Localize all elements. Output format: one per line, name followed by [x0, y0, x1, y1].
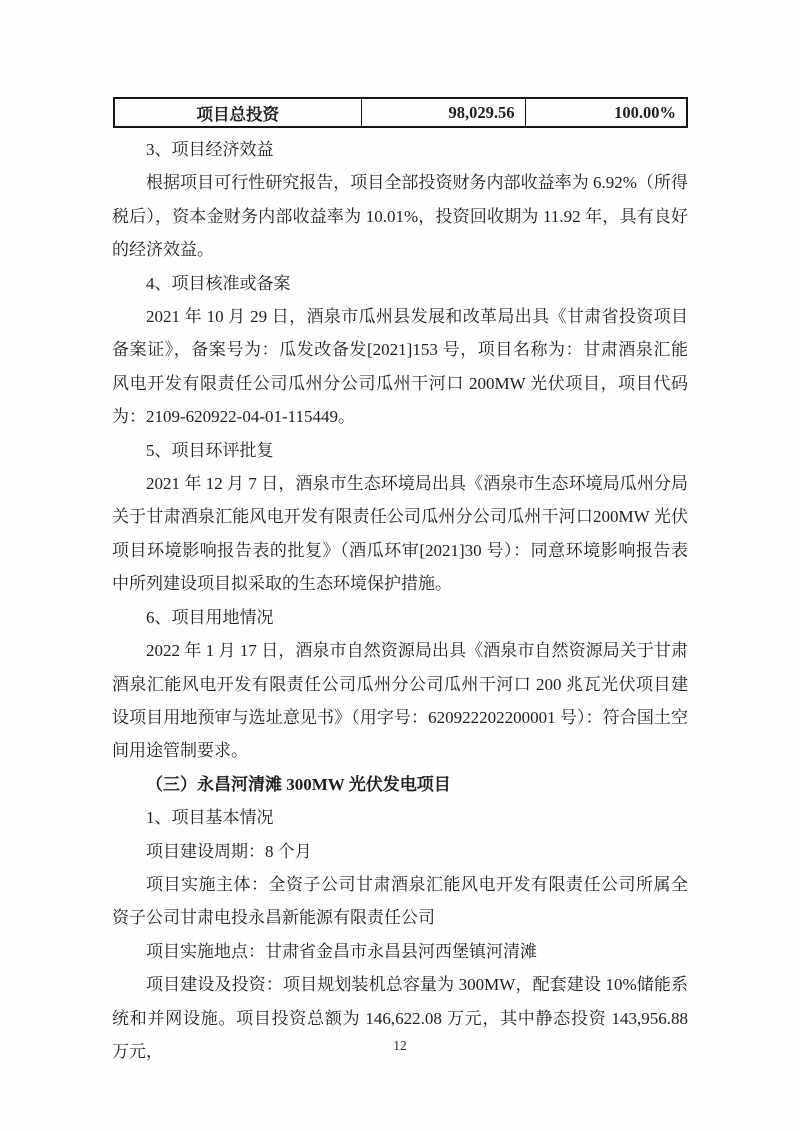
- para-project-land-use: 2022 年 1 月 17 日，酒泉市自然资源局出具《酒泉市自然资源局关于甘肃酒泉汇能风电开发有限责任公司瓜州分公司瓜州干河口 200 兆瓦光伏项目建设项目用地预审与选址意见书》（用字号：620922202200001 号）：符合国土空间用途管制要求。: [112, 641, 688, 761]
- investment-summary-table: [113, 97, 688, 128]
- heading-project-approval: 4、项目核准或备案: [146, 273, 291, 293]
- heading-section-yongchang-project: （三）永昌河清滩 300MW 光伏发电项目: [146, 774, 451, 794]
- para-project-economics: 根据项目可行性研究报告，项目全部投资财务内部收益率为 6.92%（所得税后），资本金财务内部收益率为 10.01%，投资回收期为 11.92 年，具有良好的经济效益。: [112, 173, 688, 260]
- para-project-eia: 2021 年 12 月 7 日，酒泉市生态环境局出具《酒泉市生态环境局瓜州分局关于甘肃酒泉汇能风电开发有限责任公司瓜州分公司瓜州干河口200MW 光伏项目环境影响报告表的批复》（酒瓜环审[2021]30 号）：同意环境影响报告表中所列建设项目拟采取的生态环境保护措施。: [112, 474, 688, 594]
- heading-project-economics: 3、项目经济效益: [146, 140, 274, 159]
- total-investment-amount: 98,029.56: [361, 98, 525, 127]
- para-implementation-entity: 项目实施主体：全资子公司甘肃酒泉汇能风电开发有限责任公司所属全资子公司甘肃电投永昌新能源有限责任公司: [112, 874, 688, 928]
- heading-basic-info: 1、项目基本情况: [146, 808, 274, 828]
- document-body: [112, 133, 688, 1068]
- total-investment-label: 项目总投资: [114, 98, 361, 127]
- total-investment-ratio: 100.00%: [525, 98, 687, 127]
- para-construction-investment: 项目建设及投资：项目规划装机总容量为 300MW，配套建设 10%储能系统和并网设施。项目投资总额为 146,622.08 万元，其中静态投资 143,956.88 万元，: [112, 975, 688, 1061]
- para-construction-period: 项目建设周期：8 个月: [146, 841, 312, 861]
- table-row-total-investment: [114, 98, 687, 127]
- heading-project-land-use: 6、项目用地情况: [146, 607, 274, 627]
- para-implementation-location: 项目实施地点：甘肃省金昌市永昌县河西堡镇河清滩: [146, 941, 537, 961]
- para-project-approval: 2021 年 10 月 29 日，酒泉市瓜州县发展和改革局出具《甘肃省投资项目备案证》，备案号为：瓜发改备发[2021]153 号，项目名称为：甘肃酒泉汇能风电开发有限责任公司瓜州分公司瓜州干河口 200MW 光伏项目，项目代码为：2109-620922-04-01-115449。: [112, 307, 688, 427]
- heading-project-eia: 5、项目环评批复: [146, 440, 274, 460]
- page-number: 12: [393, 1038, 407, 1053]
